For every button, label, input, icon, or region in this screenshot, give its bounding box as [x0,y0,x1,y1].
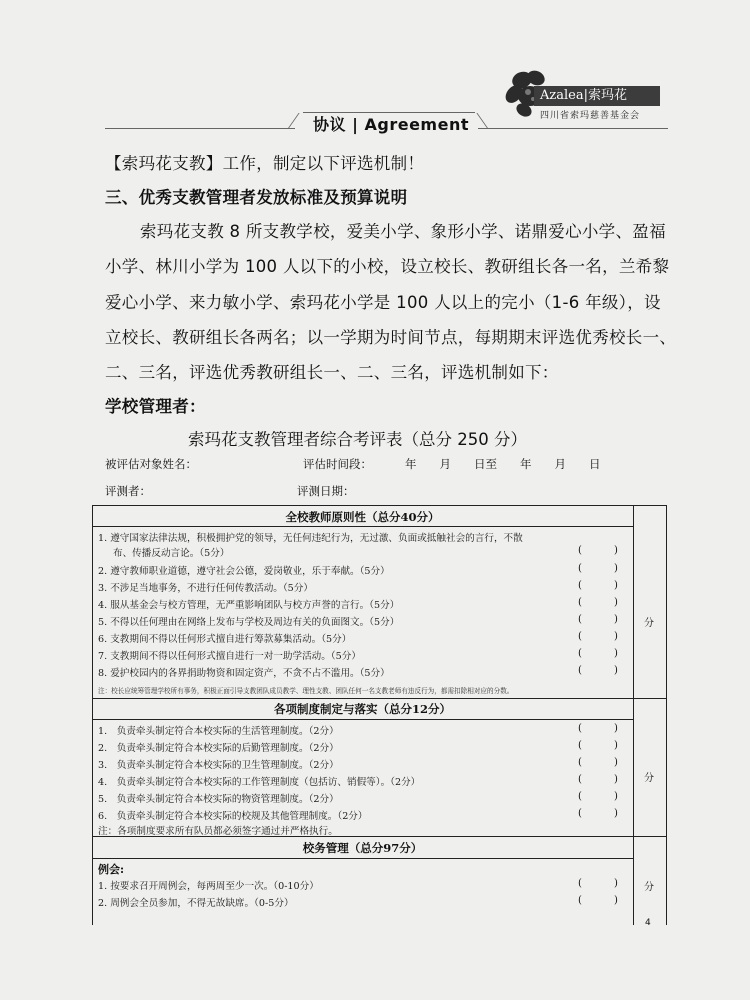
rate-date-label: 评测日期： [297,484,355,498]
logo-brand: Azalea|索玛花 [534,86,660,106]
section-heading-admin: 校务管理（总分97分） [302,841,423,855]
criteria-row: 1. 按要求召开周例会，每两周至少一次。（0-10分） [98,881,319,892]
score-paren-open: ( [578,791,582,802]
body-line: 索玛花支教 8 所支教学校，爱美小学、象形小学、诺鼎爱心小学、盈福 [140,222,666,241]
period-label: 评估时间段： [303,457,372,471]
score-paren-open: ( [578,614,582,625]
body-line: 爱心小学、来力敏小学、索玛花小学是 100 人以上的完小（1-6 年级），设 [105,293,661,312]
score-unit: 分 [644,882,654,893]
criteria-row: 1. 负责牵头制定符合本校实际的生活管理制度。（2分） [98,726,339,737]
score-paren-open: ( [578,808,582,819]
row-divider [92,526,633,527]
score-paren-close: ) [614,665,618,676]
score-paren-close: ) [614,774,618,785]
score-paren-close: ) [614,878,618,889]
criteria-row: 4. 负责牵头制定符合本校实际的工作管理制度（包括访、销假等）。（2分） [98,777,421,788]
criteria-row: 6. 支教期间不得以任何形式擅自进行筹款募集活动。（5分） [98,634,352,645]
row-divider [92,698,667,699]
score-paren-open: ( [578,563,582,574]
score-paren-close: ) [614,808,618,819]
score-paren-open: ( [578,631,582,642]
score-paren-close: ) [614,563,618,574]
row-divider [92,858,633,859]
score-paren-close: ) [614,631,618,642]
section-note: 注：各项制度要求所有队员都必须签字通过并严格执行。 [98,826,338,837]
criteria-row: 4. 服从基金会与校方管理，无严重影响团队与校方声誉的言行。（5分） [98,600,400,611]
criteria-row: 2. 遵守教师职业道德，遵守社会公德，爱岗敬业，乐于奉献。（5分） [98,566,390,577]
score-paren-close: ) [614,580,618,591]
body-line: 立校长、教研组长各两名；以一学期为时间节点，每期期末评选优秀校长一、 [105,328,677,347]
criteria-row: 3. 不涉足当地事务，不进行任何传教活动。（5分） [98,583,313,594]
body-line: 二、三名，评选优秀教研组长一、二、三名，评选机制如下： [105,363,559,382]
score-paren-open: ( [578,545,582,556]
section-heading: 三、优秀支教管理者发放标准及预算说明 [105,188,408,207]
period-template: 年 月 日至 年 月 日 [405,457,601,471]
criteria-row: 1. 遵守国家法律法规，积极拥护党的领导，无任何违纪行为，无过激、负面或抵触社会的言行，不散 [98,533,523,544]
header-rule-left [105,128,295,129]
criteria-row: 8. 爱护校园内的各界捐助物资和固定资产，不贪不占不滥用。（5分） [98,668,390,679]
criteria-row: 2. 负责牵头制定符合本校实际的后勤管理制度。（2分） [98,743,339,754]
logo-subtitle: 四川省索玛慈善基金会 [540,111,641,121]
score-paren-close: ) [614,740,618,751]
score-paren-close: ) [614,757,618,768]
score-paren-open: ( [578,665,582,676]
rater-label: 评测者： [105,484,151,498]
form-title: 索玛花支教管理者综合考评表（总分 250 分） [188,430,527,449]
row-divider [92,719,633,720]
section-heading-rules: 各项制度制定与落实（总分12分） [273,702,451,716]
section-note: 注：校长应统筹管理学校所有事务，积极正面引导支教团队成员教学、理性支教、团队任何一名支教老师有违反行为，都需扣除相对应的分数。 [98,687,514,695]
criteria-row: 3. 负责牵头制定符合本校实际的卫生管理制度。（2分） [98,760,339,771]
evaluee-label: 被评估对象姓名： [105,457,197,471]
criteria-row: 5. 负责牵头制定符合本校实际的物资管理制度。（2分） [98,794,339,805]
score-unit: 分 [644,773,654,784]
score-paren-open: ( [578,757,582,768]
score-paren-open: ( [578,597,582,608]
score-paren-open: ( [578,740,582,751]
score-paren-open: ( [578,774,582,785]
score-paren-close: ) [614,895,618,906]
score-paren-open: ( [578,648,582,659]
group-label-meetings: 例会: [98,863,125,876]
score-paren-open: ( [578,878,582,889]
score-unit: 分 [644,618,654,629]
criteria-row: 布、传播反动言论。（5分） [113,548,230,559]
score-paren-close: ) [614,614,618,625]
score-paren-close: ) [614,723,618,734]
criteria-row: 2. 周例会全员参加，不得无故缺席。（0-5分） [98,898,294,909]
header-title: 协议 | Agreement [313,115,469,134]
score-paren-open: ( [578,723,582,734]
score-column-divider [633,505,634,925]
foundation-logo [500,66,665,126]
score-paren-close: ) [614,648,618,659]
score-paren-close: ) [614,597,618,608]
header-tab-left [287,113,313,129]
criteria-row: 7. 支教期间不得以任何形式擅自进行一对一助学活动。（5分） [98,651,361,662]
score-paren-close: ) [614,791,618,802]
intro-line: 【索玛花支教】工作，制定以下评选机制！ [105,154,425,173]
sub-heading: 学校管理者： [105,397,206,416]
body-line: 小学、林川小学为 100 人以下的小校，设立校长、教研组长各一名，兰希黎 [105,257,670,276]
criteria-row: 6. 负责牵头制定符合本校实际的校规及其他管理制度。（2分） [98,811,368,822]
criteria-row: 5. 不得以任何理由在网络上发布与学校及周边有关的负面图文。（5分） [98,617,400,628]
score-paren-open: ( [578,580,582,591]
score-paren-open: ( [578,895,582,906]
section-heading-principles: 全校教师原则性（总分40分） [285,510,440,524]
page-number: 4 [645,918,651,928]
header-rule-right [478,128,668,129]
score-paren-close: ) [614,545,618,556]
